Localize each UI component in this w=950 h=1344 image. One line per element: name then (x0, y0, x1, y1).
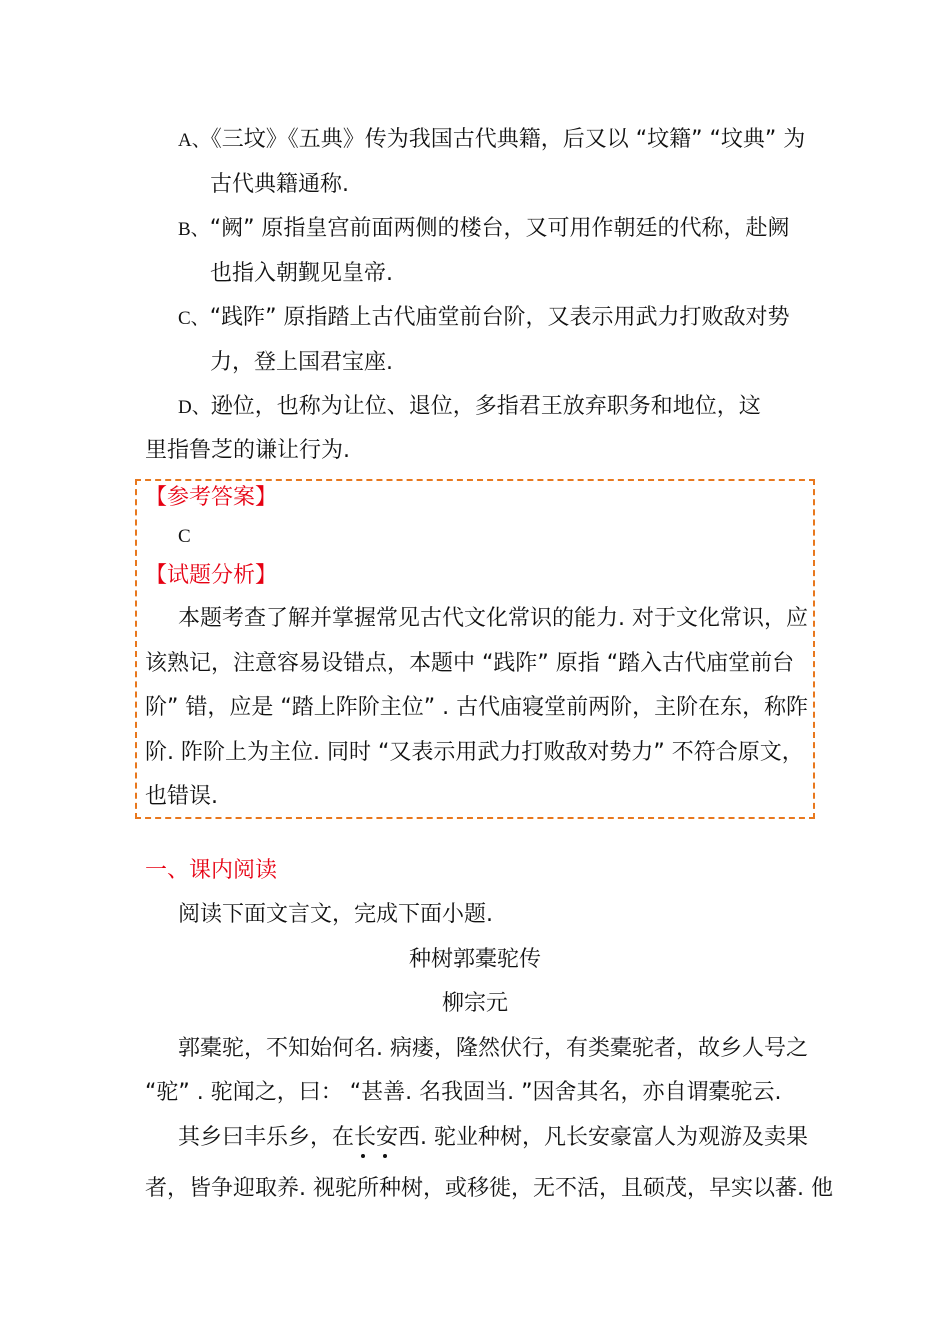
section-heading: 一、课内阅读 (145, 858, 278, 883)
option-a-label: A、 (178, 130, 211, 151)
passage-author: 柳宗元 (441, 991, 508, 1016)
passage-para2-line2: 者，皆争迎取养. 视驼所种树，或移徙，无不活，且硕茂，早实以蕃. 他 (145, 1176, 833, 1201)
option-b-text: “阙” 原指皇宫前面两侧的楼台，又可用作朝廷的代称，赴阙 (209, 216, 790, 241)
passage-para1-line1: 郭橐驼，不知始何名. 病瘘，隆然伏行，有类橐驼者，故乡人号之 (178, 1036, 808, 1061)
reading-instruction: 阅读下面文言文，完成下面小题. (178, 902, 493, 927)
passage-para1-line2: “驼” . 驼闻之，曰： “甚善. 名我固当. ”因舍其名，亦自谓橐驼云. (145, 1080, 782, 1105)
emphasis-dot (361, 1154, 365, 1158)
analysis-line-3: 阶” 错，应是 “踏上阼阶主位” . 古代庙寝堂前两阶，主阶在东，称阼 (145, 695, 809, 720)
option-b-label: B、 (178, 219, 210, 240)
option-d-line2: 里指鲁芝的谦让行为. (145, 438, 350, 463)
option-d-label: D、 (178, 397, 211, 418)
option-c-line1 (178, 303, 789, 334)
reference-answer-value: C (178, 526, 191, 547)
passage-title: 种树郭橐驼传 (408, 947, 541, 972)
analysis-line-4: 阶. 阼阶上为主位. 同时 “又表示用武力打败敌对势力” 不符合原文， (145, 740, 804, 765)
analysis-line-2: 该熟记，注意容易设错点，本题中 “践阼” 原指 “踏入古代庙堂前台 (145, 651, 795, 676)
option-a-line1 (178, 125, 805, 156)
analysis-line-1: 本题考查了解并掌握常见古代文化常识的能力. 对于文化常识，应 (178, 606, 808, 631)
emphasis-dot (383, 1154, 387, 1158)
option-a-text: 《三坟》《五典》传为我国古代典籍，后又以 “坟籍” “坟典” 为 (210, 127, 806, 152)
option-b-line2: 也指入朝觐见皇帝. (210, 261, 393, 286)
option-d-line1 (178, 392, 761, 423)
analysis-heading: 【试题分析】 (145, 563, 278, 588)
option-b-line1 (178, 214, 789, 245)
reference-answer-heading: 【参考答案】 (145, 485, 278, 510)
option-c-text: “践阼” 原指踏上古代庙堂前台阶，又表示用武力打败敌对势 (209, 305, 790, 330)
analysis-line-5: 也错误. (145, 784, 218, 809)
option-c-line2: 力，登上国君宝座. (210, 350, 393, 375)
passage-para2-line1: 其乡曰丰乐乡，在长安西. 驼业种树，凡长安豪富人为观游及卖果 (178, 1125, 808, 1150)
option-d-text: 逊位，也称为让位、退位，多指君王放弃职务和地位，这 (210, 394, 761, 419)
option-c-label: C、 (178, 308, 210, 329)
option-a-line2: 古代典籍通称. (210, 172, 349, 197)
